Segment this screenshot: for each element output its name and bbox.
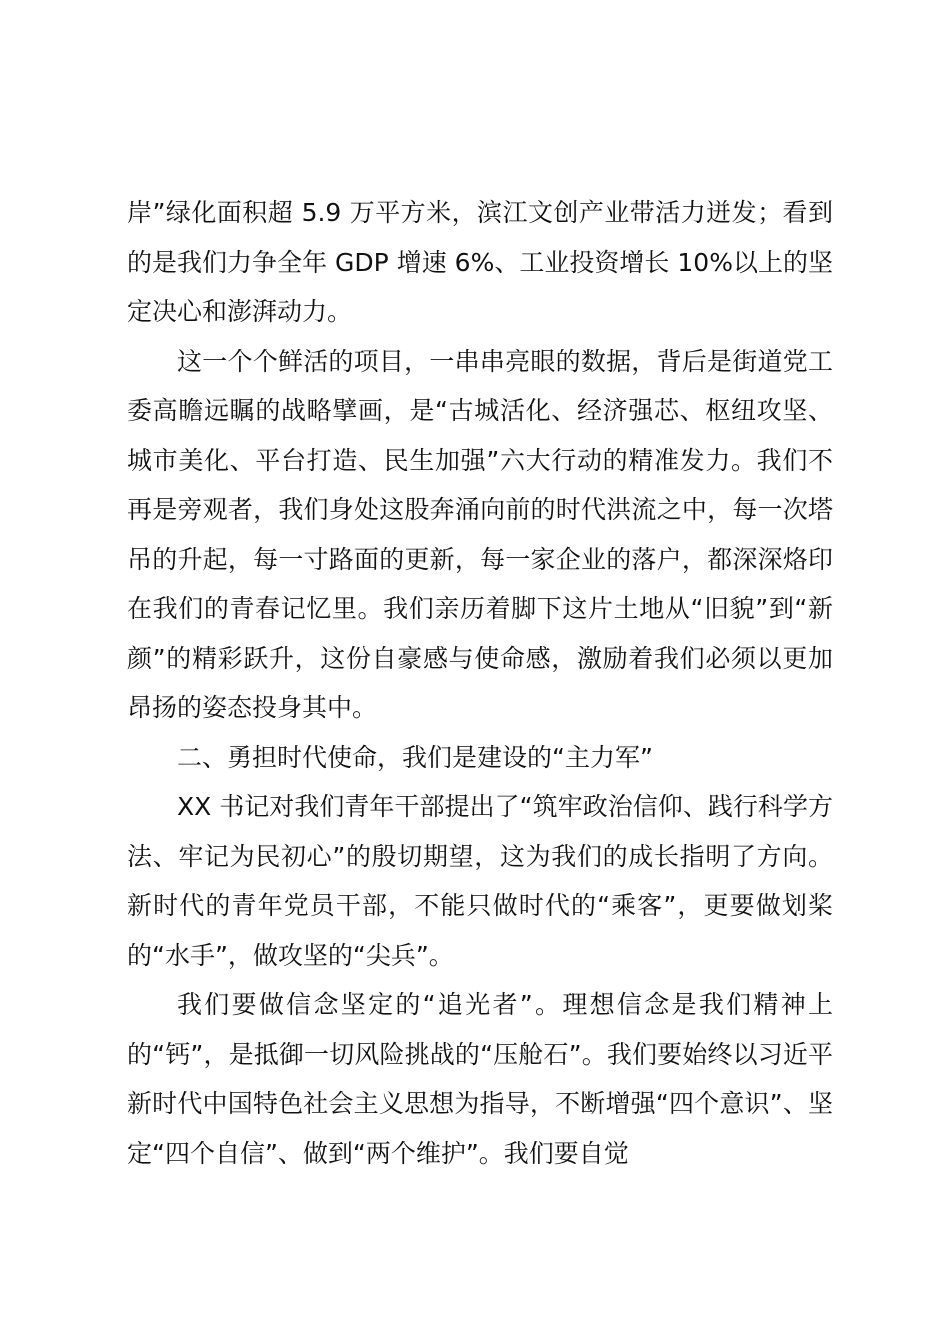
document-body [127,188,833,1178]
paragraph-4: 我们要做信念坚定的“追光者”。理想信念是我们精神上的“钙”，是抵御一切风险挑战的“压舱石”。我们要始终以习近平新时代中国特色社会主义思想为指导，不断增强“四个意识”、坚定“四个自信”、做到“两个维护”。我们要自觉 [127,990,833,1168]
paragraph-1: 岸”绿化面积超 5.9 万平方米，滨江文创产业带活力迸发；看到的是我们力争全年 GDP 增速 6%、工业投资增长 10%以上的坚定决心和澎湃动力。 [127,198,833,326]
section-heading: 二、勇担时代使命，我们是建设的“主力军” [177,742,653,772]
paragraph-2: 这一个个鲜活的项目，一串串亮眼的数据，背后是街道党工委高瞻远瞩的战略擘画，是“古城活化、经济强芯、枢纽攻坚、城市美化、平台打造、民生加强”六大行动的精准发力。我们不再是旁观者，我们身处这股奔涌向前的时代洪流之中，每一次塔吊的升起，每一寸路面的更新，每一家企业的落户，都深深烙印在我们的青春记忆里。我们亲历着脚下这片土地从“旧貌”到“新颜”的精彩跃升，这份自豪感与使命感，激励着我们必须以更加昂扬的姿态投身其中。 [127,346,833,722]
paragraph-3: XX 书记对我们青年干部提出了“筑牢政治信仰、践行科学方法、牢记为民初心”的殷切期望，这为我们的成长指明了方向。新时代的青年党员干部，不能只做时代的“乘客”，更要做划桨的“水手”，做攻坚的“尖兵”。 [127,792,833,970]
